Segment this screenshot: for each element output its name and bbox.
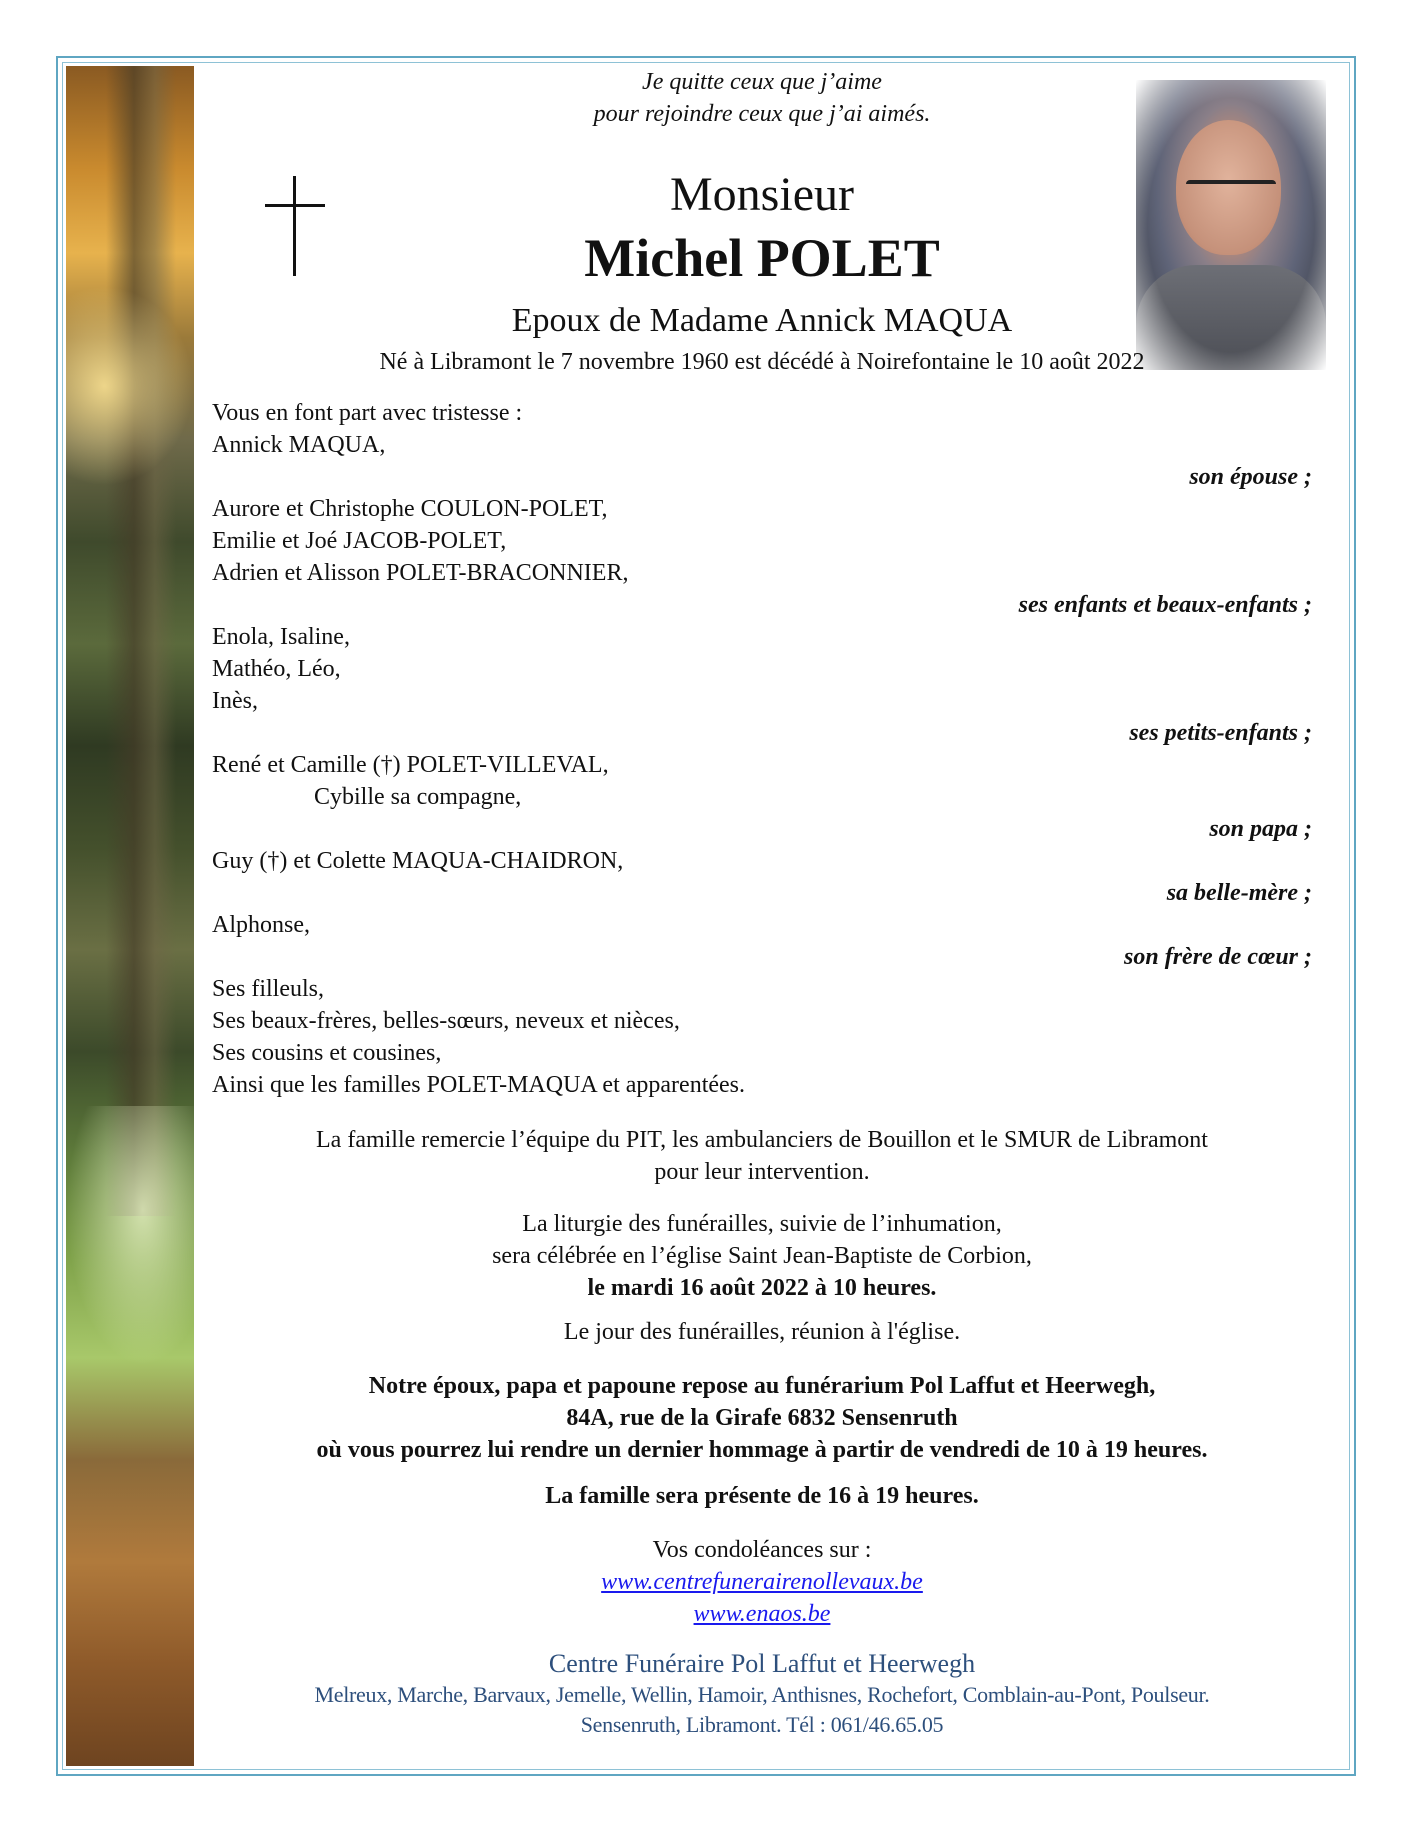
family-inlaws: Guy (†) et Colette MAQUA-CHAIDRON, [212,848,624,874]
family-father: René et Camille (†) POLET-VILLEVAL, [212,752,609,778]
thanks-line-1: La famille remercie l’équipe du PIT, les ambulanciers de Bouillon et le SMUR de Libramont [316,1127,1208,1153]
title-monsieur: Monsieur [670,168,854,221]
autumn-tree-image [66,66,194,1766]
relation-inlaws: sa belle-mère ; [1166,880,1312,906]
family-child: Emilie et Joé JACOB-POLET, [212,528,507,554]
quote-line-2: pour rejoindre ceux que j’ai aimés. [593,101,931,127]
ceremony-line-2: sera célébrée en l’église Saint Jean-Baptiste de Corbion, [492,1243,1032,1269]
footer [194,1648,1330,1740]
ceremony-paragraph [194,1208,1330,1304]
ceremony-line-1: La liturgie des funérailles, suivie de l’inhumation, [522,1211,1002,1237]
family-child: Aurore et Christophe COULON-POLET, [212,496,608,522]
relation-children: ses enfants et beaux-enfants ; [1018,592,1312,618]
relation-grandchildren: ses petits-enfants ; [1129,720,1312,746]
family-other: Ses filleuls, [212,976,324,1002]
family-grandchild: Inès, [212,688,258,714]
presence-line: La famille sera présente de 16 à 19 heures. [545,1483,979,1509]
quote [194,66,1330,130]
relation-spouse: son épouse ; [1189,464,1312,490]
meeting-line: Le jour des funérailles, réunion à l'église. [563,1319,961,1345]
visitation-line-1: Notre époux, papa et papoune repose au funérarium Pol Laffut et Heerwegh, [368,1373,1156,1399]
visitation-address: 84A, rue de la Girafe 6832 Sensenruth [566,1405,958,1431]
family-intro: Vous en font part avec tristesse : [212,400,523,426]
family-child: Adrien et Alisson POLET-BRACONNIER, [212,560,629,586]
visitation-paragraph [194,1370,1330,1466]
family-other: Ses beaux-frères, belles-sœurs, neveux et nièces, [212,1008,680,1034]
ceremony-date: le mardi 16 août 2022 à 10 heures. [587,1275,937,1301]
family-other: Ainsi que les familles POLET-MAQUA et apparentées. [212,1072,746,1098]
relation-heart-brother: son frère de cœur ; [1124,944,1312,970]
family-spouse: Annick MAQUA, [212,432,386,458]
condolences-label: Vos condoléances sur : [652,1537,872,1563]
family-grandchild: Mathéo, Léo, [212,656,341,682]
birth-death-dates: Né à Libramont le 7 novembre 1960 est décédé à Noirefontaine le 10 août 2022 [379,349,1145,375]
relation-father: son papa ; [1209,816,1312,842]
footer-contact: Sensenruth, Libramont. Tél : 061/46.65.05 [580,1712,944,1737]
deceased-name: Michel POLET [584,228,940,288]
visitation-line-3: où vous pourrez lui rendre un dernier hommage à partir de vendredi de 10 à 19 heures. [316,1437,1208,1463]
family-father-companion: Cybille sa compagne, [314,784,522,810]
footer-title: Centre Funéraire Pol Laffut et Heerwegh [548,1649,976,1678]
footer-locations: Melreux, Marche, Barvaux, Jemelle, Wellin, Hamoir, Anthisnes, Rochefort, Comblain-au-Pont, Poulseur. [314,1682,1210,1707]
link-enaos[interactable]: www.enaos.be [693,1601,831,1627]
family-grandchild: Enola, Isaline, [212,624,350,650]
link-centrefuneraire[interactable]: www.centrefunerairenollevaux.be [601,1569,923,1595]
thanks-paragraph [194,1124,1330,1188]
condolences-block [194,1534,1330,1630]
family-heart-brother: Alphonse, [212,912,310,938]
family-list [212,400,1312,1100]
family-other: Ses cousins et cousines, [212,1040,442,1066]
spouse-line: Epoux de Madame Annick MAQUA [511,302,1013,339]
thanks-line-2: pour leur intervention. [654,1159,870,1185]
quote-line-1: Je quitte ceux que j’aime [642,69,882,95]
